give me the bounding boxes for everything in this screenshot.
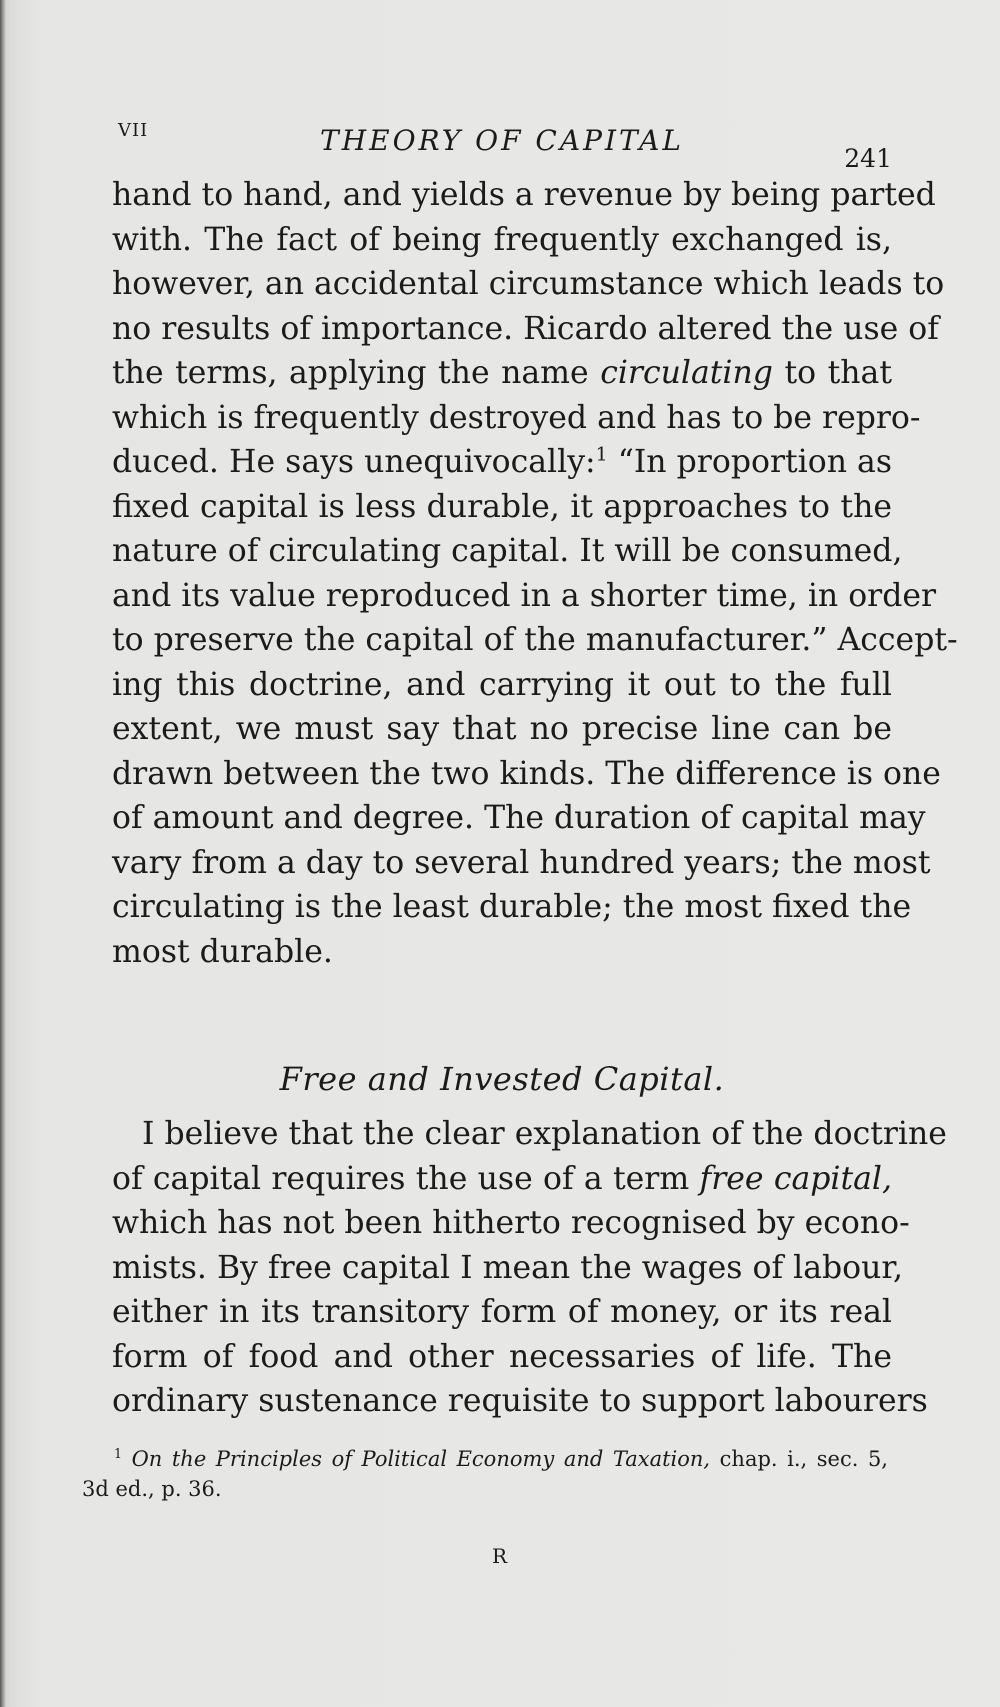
text-line xyxy=(112,440,892,485)
footnote-marker: 1 xyxy=(114,1446,123,1461)
paragraph-ricardo-circulating xyxy=(112,173,958,974)
text-line xyxy=(112,1157,892,1202)
text-line: of amount and degree. The duration of capital may xyxy=(112,800,926,836)
page-edge-shadow xyxy=(0,0,6,1707)
footnote-reference: chap. i., sec. 5, xyxy=(719,1447,888,1471)
text-line: ing this doctrine, and carrying it out to the full xyxy=(112,666,892,703)
signature-mark: R xyxy=(491,1544,509,1568)
page-number: 241 xyxy=(844,144,892,173)
footnote xyxy=(82,1444,888,1504)
text-line: fixed capital is less durable, it approaches to the xyxy=(112,488,892,525)
chapter-number: VII xyxy=(118,120,149,141)
footnote-marker: 1 xyxy=(595,443,608,466)
italic-term-free-capital: free capital, xyxy=(699,1160,893,1197)
footnote-book-title: On the Principles of Political Economy and Taxation, xyxy=(131,1447,711,1471)
text-line: with. The fact of being frequently exchanged is, xyxy=(112,221,892,258)
text-line: and its value reproduced in a shorter time, in order xyxy=(112,577,937,614)
text-line: I believe that the clear explanation of the doctrine xyxy=(142,1116,947,1152)
text-fragment: duced. He says unequivocally: xyxy=(112,444,596,480)
text-fragment: to that xyxy=(784,355,893,391)
footnote-line: 3d ed., p. 36. xyxy=(82,1477,222,1501)
text-line: either in its transitory form of money, or its real xyxy=(112,1294,892,1330)
text-line: which has not been hitherto recognised by econo- xyxy=(112,1205,910,1241)
running-head xyxy=(112,112,892,172)
text-line: mists. By free capital I mean the wages of labour, xyxy=(112,1249,904,1286)
paragraph-free-capital xyxy=(112,1112,947,1424)
text-fragment: of capital requires the use of a term xyxy=(112,1160,690,1197)
text-line: to preserve the capital of the manufacturer.” Accept- xyxy=(112,622,958,658)
text-fragment: “In proportion as xyxy=(617,444,893,480)
text-line: however, an accidental circumstance which leads to xyxy=(112,266,945,302)
running-title: THEORY OF CAPITAL xyxy=(320,124,684,157)
text-line: most durable. xyxy=(112,933,333,970)
footnote-line xyxy=(82,1444,888,1474)
italic-term-circulating: circulating xyxy=(600,355,773,391)
text-line: nature of circulating capital. It will be consumed, xyxy=(112,533,903,569)
text-line: form of food and other necessaries of life. The xyxy=(112,1338,892,1375)
text-fragment: the terms, applying the name xyxy=(112,355,589,391)
text-line: extent, we must say that no precise line can be xyxy=(112,711,892,747)
section-heading: Free and Invested Capital. xyxy=(279,1060,725,1098)
text-line: drawn between the two kinds. The difference is one xyxy=(112,755,941,792)
text-line xyxy=(112,351,892,396)
text-line: hand to hand, and yields a revenue by being parted xyxy=(112,177,936,213)
text-line: which is frequently destroyed and has to be repro- xyxy=(112,399,921,436)
text-line: ordinary sustenance requisite to support labourers xyxy=(112,1383,928,1419)
text-line: no results of importance. Ricardo altered the use of xyxy=(112,310,939,347)
text-line: vary from a day to several hundred years; the most xyxy=(112,844,931,881)
text-line: circulating is the least durable; the most fixed the xyxy=(112,889,912,925)
